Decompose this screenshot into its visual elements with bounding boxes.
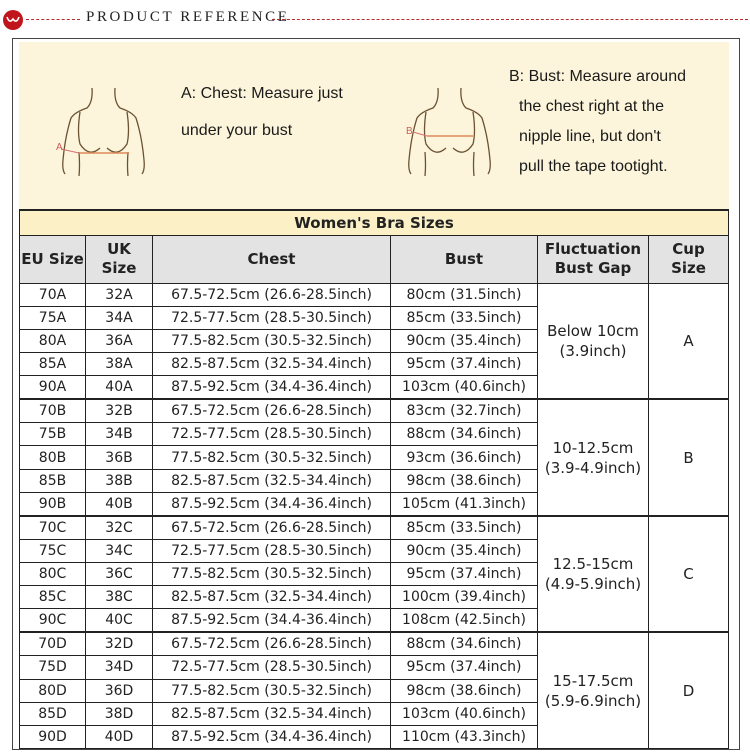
uk-size-cell: 36B [86, 446, 153, 469]
bust-cell: 88cm (34.6inch) [391, 423, 538, 446]
eu-size-cell: 75B [20, 423, 86, 446]
table-row [20, 283, 729, 306]
table-row [20, 399, 729, 423]
bust-cell: 103cm (40.6inch) [391, 376, 538, 400]
measurement-guide [19, 42, 729, 209]
chest-cell: 67.5-72.5cm (26.6-28.5inch) [153, 632, 391, 656]
chest-cell: 72.5-77.5cm (28.5-30.5inch) [153, 656, 391, 679]
chest-cell: 87.5-92.5cm (34.4-36.4inch) [153, 492, 391, 516]
bust-cell: 105cm (41.3inch) [391, 492, 538, 516]
bust-cell: 108cm (42.5inch) [391, 609, 538, 633]
column-header-eu-size: EU Size [20, 235, 86, 283]
chest-cell: 77.5-82.5cm (30.5-32.5inch) [153, 679, 391, 702]
chest-cell: 82.5-87.5cm (32.5-34.4inch) [153, 586, 391, 609]
bust-cell: 95cm (37.4inch) [391, 563, 538, 586]
uk-size-cell: 36D [86, 679, 153, 702]
column-header-bust-gap: Fluctuation Bust Gap [538, 235, 649, 283]
eu-size-cell: 90D [20, 725, 86, 748]
uk-size-cell: 38A [86, 353, 153, 376]
bust-instruction-line-2: the chest right at the [519, 98, 664, 115]
bust-measurement-figure [393, 82, 505, 177]
eu-size-cell: 85D [20, 702, 86, 725]
chest-cell: 87.5-92.5cm (34.4-36.4inch) [153, 609, 391, 633]
eu-size-cell: 85B [20, 469, 86, 492]
column-header-uk-size: UK Size [86, 235, 153, 283]
header-divider-left [26, 19, 80, 20]
section-header [0, 0, 750, 38]
chest-cell: 77.5-82.5cm (30.5-32.5inch) [153, 329, 391, 352]
table-title: Women's Bra Sizes [20, 210, 729, 235]
size-rows [20, 283, 729, 749]
chest-cell: 82.5-87.5cm (32.5-34.4inch) [153, 469, 391, 492]
header-divider-right [272, 19, 748, 20]
chest-cell: 67.5-72.5cm (26.6-28.5inch) [153, 399, 391, 423]
label-b: B [406, 126, 413, 137]
chest-cell: 67.5-72.5cm (26.6-28.5inch) [153, 283, 391, 306]
eu-size-cell: 80D [20, 679, 86, 702]
uk-size-cell: 40C [86, 609, 153, 633]
chest-cell: 87.5-92.5cm (34.4-36.4inch) [153, 376, 391, 400]
bust-gap-cell: 15-17.5cm (5.9-6.9inch) [538, 632, 649, 748]
bust-cell: 80cm (31.5inch) [391, 283, 538, 306]
uk-size-cell: 38C [86, 586, 153, 609]
uk-size-cell: 36A [86, 329, 153, 352]
section-title: PRODUCT REFERENCE [86, 9, 290, 25]
uk-size-cell: 38D [86, 702, 153, 725]
bust-cell: 95cm (37.4inch) [391, 656, 538, 679]
bust-cell: 103cm (40.6inch) [391, 702, 538, 725]
uk-size-cell: 36C [86, 563, 153, 586]
bust-cell: 90cm (35.4inch) [391, 539, 538, 562]
eu-size-cell: 85C [20, 586, 86, 609]
cup-size-cell: D [649, 632, 729, 748]
eu-size-cell: 75A [20, 306, 86, 329]
bust-instruction-line-3: nipple line, but don't [519, 128, 661, 145]
cup-size-cell: C [649, 516, 729, 633]
column-header-chest: Chest [153, 235, 391, 283]
uk-size-cell: 38B [86, 469, 153, 492]
eu-size-cell: 70C [20, 516, 86, 540]
bust-gap-cell: 12.5-15cm (4.9-5.9inch) [538, 516, 649, 633]
bust-instruction-line-4: pull the tape tootight. [519, 158, 668, 175]
cup-size-cell: A [649, 283, 729, 399]
bra-logo-icon [3, 10, 23, 30]
bust-cell: 98cm (38.6inch) [391, 469, 538, 492]
eu-size-cell: 80A [20, 329, 86, 352]
column-header-cup-size: Cup Size [649, 235, 729, 283]
bust-gap-cell: Below 10cm (3.9inch) [538, 283, 649, 399]
eu-size-cell: 80C [20, 563, 86, 586]
chest-cell: 72.5-77.5cm (28.5-30.5inch) [153, 539, 391, 562]
eu-size-cell: 90B [20, 492, 86, 516]
bust-instruction-line-1: B: Bust: Measure around [509, 68, 686, 85]
eu-size-cell: 80B [20, 446, 86, 469]
column-header-bust: Bust [391, 235, 538, 283]
uk-size-cell: 34B [86, 423, 153, 446]
uk-size-cell: 32A [86, 283, 153, 306]
uk-size-cell: 40A [86, 376, 153, 400]
chest-cell: 67.5-72.5cm (26.6-28.5inch) [153, 516, 391, 540]
chest-cell: 77.5-82.5cm (30.5-32.5inch) [153, 563, 391, 586]
chest-measurement-figure [47, 82, 159, 177]
bust-cell: 93cm (36.6inch) [391, 446, 538, 469]
table-row [20, 632, 729, 656]
eu-size-cell: 70B [20, 399, 86, 423]
eu-size-cell: 70D [20, 632, 86, 656]
chest-cell: 72.5-77.5cm (28.5-30.5inch) [153, 423, 391, 446]
uk-size-cell: 34D [86, 656, 153, 679]
bust-cell: 95cm (37.4inch) [391, 353, 538, 376]
table-row [20, 516, 729, 540]
bust-cell: 100cm (39.4inch) [391, 586, 538, 609]
chest-cell: 87.5-92.5cm (34.4-36.4inch) [153, 725, 391, 748]
bust-cell: 85cm (33.5inch) [391, 306, 538, 329]
eu-size-cell: 90C [20, 609, 86, 633]
bust-gap-cell: 10-12.5cm (3.9-4.9inch) [538, 399, 649, 516]
uk-size-cell: 32C [86, 516, 153, 540]
chest-instruction-line-1: A: Chest: Measure just [181, 85, 343, 102]
eu-size-cell: 75C [20, 539, 86, 562]
chest-cell: 72.5-77.5cm (28.5-30.5inch) [153, 306, 391, 329]
bust-cell: 90cm (35.4inch) [391, 329, 538, 352]
bust-cell: 98cm (38.6inch) [391, 679, 538, 702]
uk-size-cell: 34C [86, 539, 153, 562]
bust-cell: 88cm (34.6inch) [391, 632, 538, 656]
eu-size-cell: 70A [20, 283, 86, 306]
eu-size-cell: 90A [20, 376, 86, 400]
uk-size-cell: 34A [86, 306, 153, 329]
label-a: A [56, 142, 63, 153]
bust-cell: 83cm (32.7inch) [391, 399, 538, 423]
uk-size-cell: 32D [86, 632, 153, 656]
cup-size-cell: B [649, 399, 729, 516]
chest-cell: 82.5-87.5cm (32.5-34.4inch) [153, 353, 391, 376]
eu-size-cell: 75D [20, 656, 86, 679]
eu-size-cell: 85A [20, 353, 86, 376]
uk-size-cell: 40B [86, 492, 153, 516]
uk-size-cell: 40D [86, 725, 153, 748]
bra-size-table [19, 209, 729, 749]
uk-size-cell: 32B [86, 399, 153, 423]
bust-cell: 85cm (33.5inch) [391, 516, 538, 540]
chest-cell: 77.5-82.5cm (30.5-32.5inch) [153, 446, 391, 469]
chest-instruction-line-2: under your bust [181, 122, 293, 139]
chest-cell: 82.5-87.5cm (32.5-34.4inch) [153, 702, 391, 725]
bust-cell: 110cm (43.3inch) [391, 725, 538, 748]
